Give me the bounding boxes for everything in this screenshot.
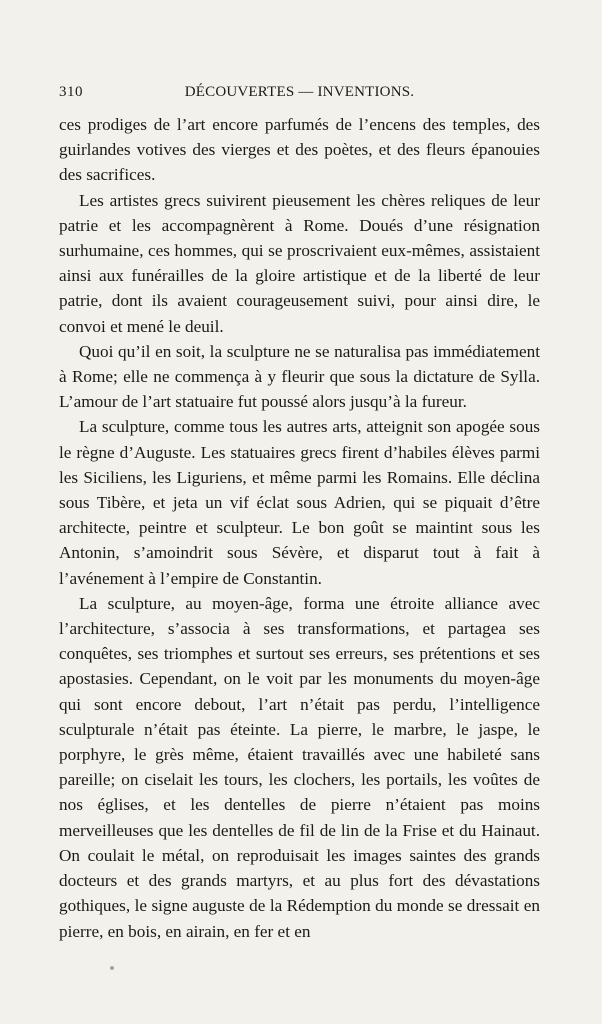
running-header: [59, 84, 540, 106]
paragraph-auguste: La sculpture, comme tous les autres arts, atteignit son apogée sous le règne d’Auguste. Les statuaires grecs firent d’habiles élèves parmi les Siciliens, les Liguriens, et même parmi les Romains. Elle déclina sous Tibère, et jeta un vif éclat sous Adrien, qui se piquait d’être architecte, peintre et sculpteur. Le bon goût se maintint sous les Antonin, s’amoindrit sous Sévère, et disparut tout à fait à l’avénement à l’empire de Constantin.: [59, 417, 540, 588]
page-number: 310: [59, 84, 83, 100]
paragraph-continuation: ces prodiges de l’art encore parfumés de l’encens des temples, des guirlandes votives des vierges et des poètes, et des fleurs épanouies des sacrifices.: [59, 115, 540, 185]
paragraph-sylla: Quoi qu’il en soit, la sculpture ne se naturalisa pas immédiatement à Rome; elle ne commença à y fleurir que sous la dictature de Sylla. L’amour de l’art statuaire fut poussé alors jusqu’à la fureur.: [59, 341, 540, 412]
running-title: DÉCOUVERTES — INVENTIONS.: [184, 84, 415, 100]
printing-dot-mark: [110, 966, 114, 970]
body-text: [59, 112, 540, 944]
paragraph-artistes-grecs: Les artistes grecs suivirent pieusement les chères reliques de leur patrie et les accompagnèrent à Rome. Doués d’une résignation surhumaine, ces hommes, qui se proscrivaient eux-mêmes, assistaient ainsi aux funérailles de la gloire artistique et de la liberté de leur patrie, dont ils avaient courageusement suivi, pour ainsi dire, le convoi et mené le deuil.: [59, 190, 540, 336]
paragraph-moyen-age: La sculpture, au moyen-âge, forma une étroite alliance avec l’architecture, s’associa à ses transformations, et partagea ses conquêtes, ses triomphes et surtout ses erreurs, ses prétentions et ses apostasies. Cependant, on le voit par les monuments du moyen-âge qui sont encore debout, l’art n’était pas perdu, l’intelligence sculpturale n’était pas éteinte. La pierre, le marbre, le jaspe, le porphyre, le grès même, étaient travaillés avec une habileté sans pareille; on ciselait les tours, les clochers, les portails, les voûtes de nos églises, et les dentelles de pierre n’étaient pas moins merveilleuses que les dentelles de fil de lin de la Frise et du Hainaut. On coulait le métal, on reproduisait les images saintes des grands docteurs et des grands martyrs, et au plus fort des dévastations gothiques, le signe auguste de la Rédemption du monde se dressait en pierre, en bois, en airain, en fer et en: [59, 593, 540, 941]
